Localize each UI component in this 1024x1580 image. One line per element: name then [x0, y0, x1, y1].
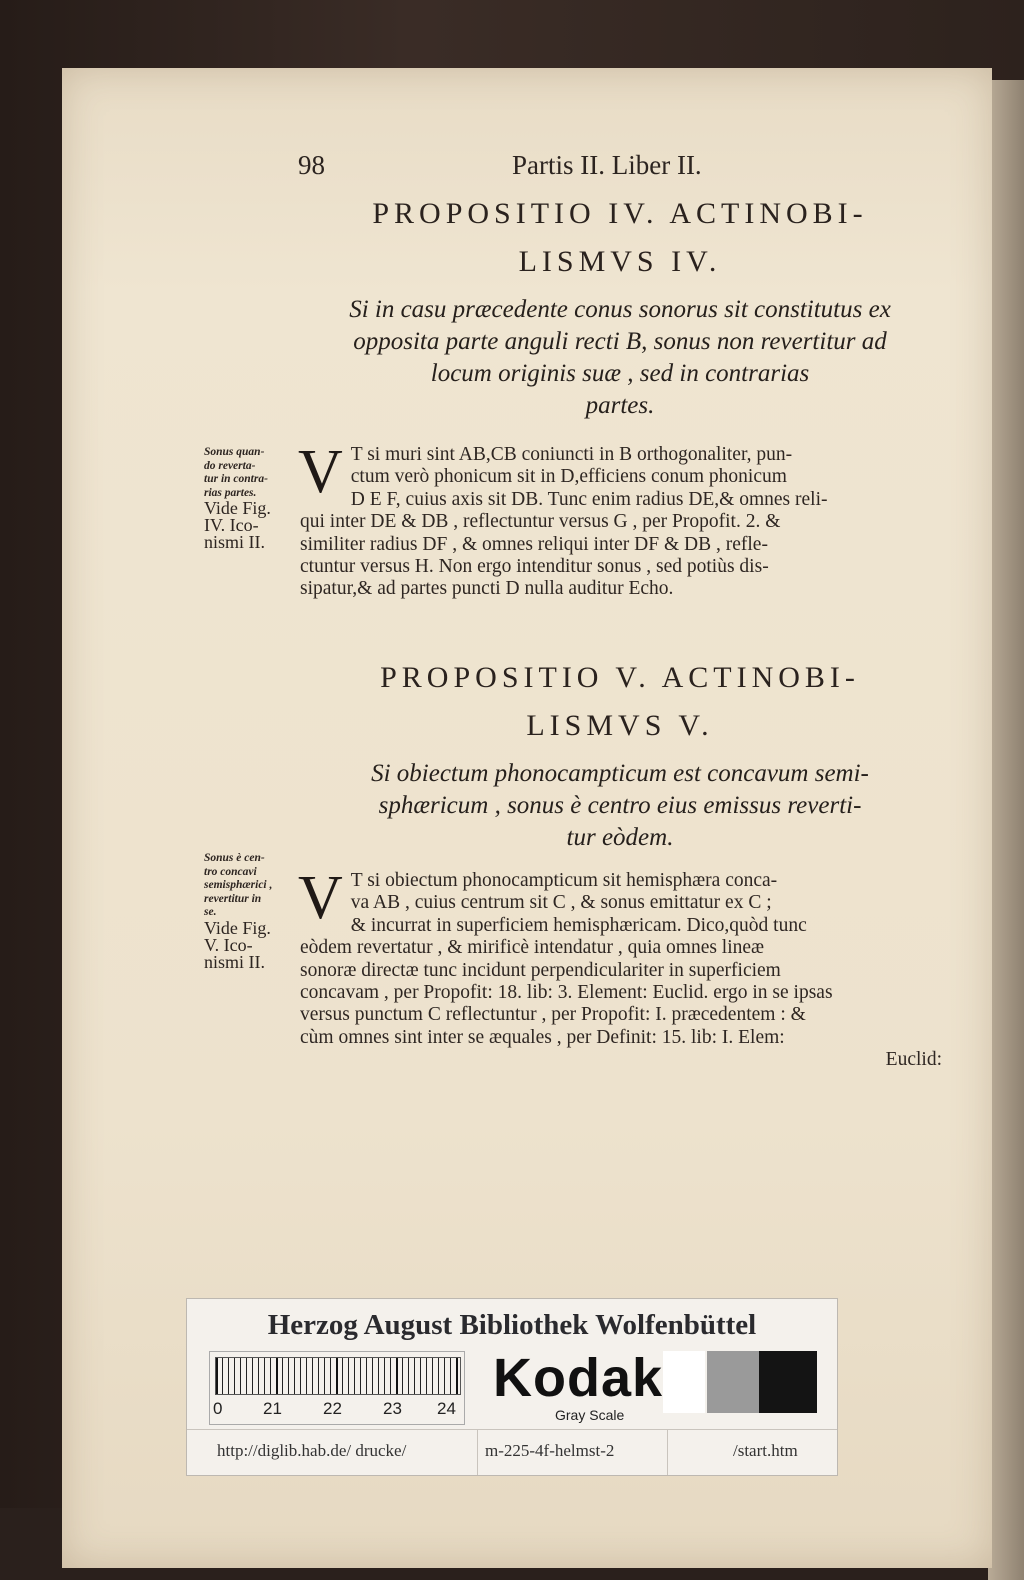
ruler-label: 22 [323, 1399, 342, 1418]
proposition-4-lemma [290, 294, 950, 422]
body-line: qui inter DE & DB , reflectuntur versus G , per Propofit. 2. & [300, 511, 781, 533]
ruler-labels [207, 1399, 467, 1421]
body-line: va AB , cuius centrum sit C , & sonus emittatur ex C ; [350, 892, 772, 914]
swatch-black [759, 1351, 817, 1413]
kodak-logo: Kodak [493, 1348, 664, 1408]
margin-note-4 [204, 446, 300, 551]
ruler-major-tick [456, 1358, 458, 1394]
margin-note-line: rias partes. [204, 486, 257, 499]
card-footer-url: http://diglib.hab.de/ drucke/ [217, 1441, 407, 1460]
figure-ref-line: V. Ico- [204, 934, 253, 955]
library-calibration-card [186, 1298, 838, 1476]
drop-cap: V [298, 438, 343, 506]
card-divider [187, 1429, 837, 1430]
figure-ref-line: IV. Ico- [204, 515, 259, 535]
running-header [298, 150, 938, 190]
margin-note-line: revertitur in [204, 892, 262, 905]
ruler-major-tick [396, 1358, 398, 1394]
margin-note-line: tro concavi [204, 865, 257, 878]
card-separator [667, 1429, 668, 1475]
margin-note-line: Sonus quan- [204, 446, 265, 458]
lemma-line: tur eòdem. [566, 824, 674, 851]
proposition-4-title [290, 190, 950, 286]
body-line: D E F, cuius axis sit DB. Tunc enim radius DE,& omnes reli- [350, 488, 828, 510]
figure-ref-line: nismi II. [204, 532, 265, 552]
margin-note-line: do reverta- [204, 459, 256, 472]
ruler-major-tick [336, 1358, 338, 1394]
lemma-line: opposita parte anguli recti B, sonus non revertitur ad [353, 328, 887, 355]
ruler-label: 23 [383, 1399, 402, 1418]
drop-cap: V [298, 864, 343, 932]
body-line: eòdem revertatur , & mirificè intendatur , quia omnes lineæ [300, 937, 765, 959]
card-footer-start: /start.htm [733, 1441, 798, 1460]
proposition-5-title-line1: PROPOSITIO V. ACTINOBI- [380, 661, 860, 694]
page-edge [988, 80, 1024, 1580]
ruler-major-tick [276, 1358, 278, 1394]
proposition-5-body [298, 864, 942, 1072]
lemma-line: Si in casu præcedente conus sonorus sit constitutus ex [349, 296, 891, 323]
proposition-5-lemma [290, 758, 950, 854]
body-line: T si obiectum phonocampticum sit hemisphæra conca- [350, 870, 778, 891]
body-line: concavam , per Propofit: 18. lib: 3. Element: Euclid. ergo in se ipsas [300, 982, 833, 1004]
library-name: Herzog August Bibliothek Wolfenbüttel [267, 1309, 757, 1341]
margin-note-line: Sonus è cen- [204, 852, 265, 864]
ruler-label: 0 [213, 1399, 223, 1418]
swatch-white [663, 1351, 705, 1413]
body-line: cùm omnes sint inter se æquales , per Definit: 15. lib: I. Elem: [300, 1026, 785, 1048]
ruler-label: 21 [263, 1399, 282, 1418]
proposition-4-title-line1: PROPOSITIO IV. ACTINOBI- [372, 197, 868, 230]
proposition-5-title-line2: LISMVS V. [526, 709, 714, 742]
figure-ref-line: nismi II. [204, 951, 265, 972]
body-line: T si muri sint AB,CB coniuncti in B orthogonaliter, pun- [350, 444, 793, 465]
margin-note-line: tur in contra- [204, 473, 268, 485]
lemma-line: locum originis suæ , sed in contrarias [430, 360, 810, 387]
body-line: sonoræ directæ tunc incidunt perpendiculariter in superficiem [300, 959, 781, 981]
body-line: versus punctum C reflectuntur , per Propofit: I. præcedentem : & [300, 1004, 806, 1026]
body-line: similiter radius DF , & omnes reliqui inter DF & DB , refle- [300, 533, 768, 555]
page-number: 98 [298, 150, 325, 180]
gray-scale-label: Gray Scale [555, 1407, 625, 1423]
proposition-4-body [298, 438, 942, 601]
measurement-ruler [215, 1357, 461, 1395]
swatch-gray [707, 1351, 759, 1413]
proposition-5-title [290, 654, 950, 750]
ruler-label: 24 [437, 1399, 456, 1418]
margin-note-line: se. [204, 906, 217, 918]
card-footer-id: m-225-4f-helmst-2 [485, 1441, 615, 1460]
running-title: Partis II. Liber II. [512, 150, 702, 180]
body-line: Euclid: [885, 1049, 942, 1071]
figure-ref-line: Vide Fig. [204, 917, 271, 938]
margin-note-line: semisphærici , [204, 879, 273, 891]
body-line: ctuntur versus H. Non ergo intenditur sonus , sed potiùs dis- [300, 556, 769, 578]
body-line: & incurrat in superficiem hemisphæricam. Dico,quòd tunc [350, 914, 807, 936]
card-separator [477, 1429, 478, 1475]
lemma-line: partes. [585, 392, 655, 419]
lemma-line: Si obiectum phonocampticum est concavum semi- [371, 760, 869, 787]
margin-note-5 [204, 852, 300, 971]
ruler-major-tick [216, 1358, 218, 1394]
body-line: sipatur,& ad partes puncti D nulla auditur Echo. [300, 578, 674, 600]
body-line: ctum verò phonicum sit in D,efficiens conum phonicum [350, 466, 787, 488]
figure-ref-line: Vide Fig. [204, 498, 271, 518]
lemma-line: sphæricum , sonus è centro eius emissus reverti- [378, 792, 862, 819]
proposition-4-title-line2: LISMVS IV. [518, 245, 722, 278]
